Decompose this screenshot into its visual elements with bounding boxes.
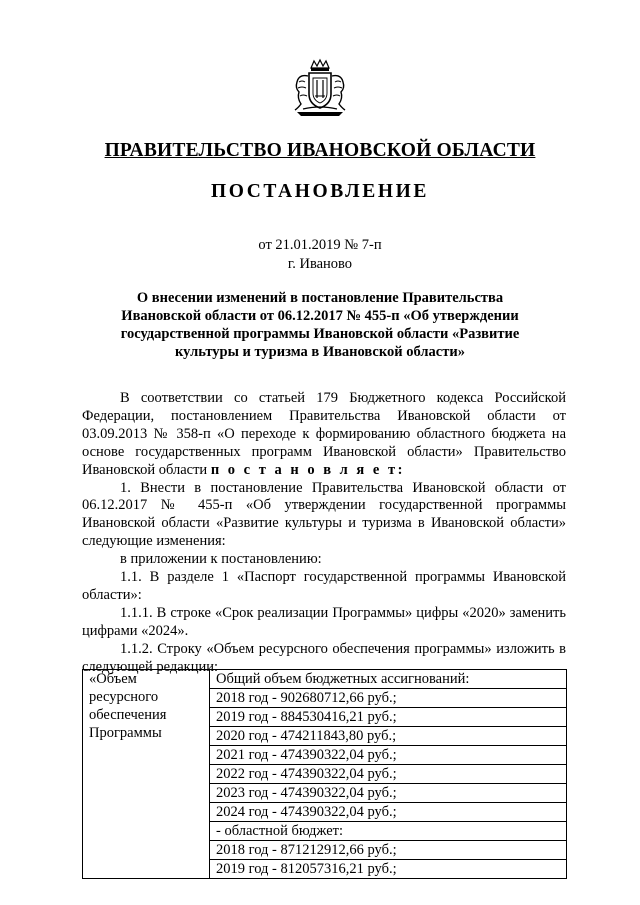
item-1-paragraph: 1. Внести в постановление Правительства Ивановской области от 06.12.2017 № 455-п «Об утверждении государственной программы Ивановской области «Развитие культуры и туризма в Ивановской области» следующие изменения: — [82, 479, 566, 550]
value-line: 2019 год - 812057316,21 руб.; — [216, 861, 397, 877]
decree-body — [82, 390, 566, 677]
item-1-1-paragraph: 1.1. В разделе 1 «Паспорт государственной программы Ивановской области»: — [82, 569, 566, 603]
label-line: Программы — [89, 725, 162, 741]
value-line: - областной бюджет: — [210, 822, 566, 841]
value-line: 2019 год - 884530416,21 руб.; — [210, 708, 566, 727]
item-1-1-1-paragraph: 1.1.1. В строке «Срок реализации Программы» цифры «2020» заменить цифрами «2024». — [82, 604, 566, 639]
decree-date-number: от 21.01.2019 № 7-п — [258, 237, 382, 253]
subject-line: Ивановской области от 06.12.2017 № 455-п «Об утверждении — [121, 308, 519, 324]
value-line: 2020 год - 474211843,80 руб.; — [210, 727, 566, 746]
subject-line: культуры и туризма в Ивановской области» — [175, 344, 465, 360]
table-row — [83, 670, 567, 879]
intro-paragraph — [82, 390, 566, 480]
table-cell-label — [83, 670, 210, 879]
value-line: Общий объем бюджетных ассигнований: — [210, 670, 566, 689]
decree-type-title: ПОСТАНОВЛЕНИЕ — [210, 181, 430, 202]
value-line: 2024 год - 474390322,04 руб.; — [210, 803, 566, 822]
label-line: обеспечения — [89, 707, 167, 723]
decree-subject — [100, 289, 540, 361]
table-cell-values — [210, 670, 567, 879]
value-line: 2023 год - 474390322,04 руб.; — [210, 784, 566, 803]
government-title: ПРАВИТЕЛЬСТВО ИВАНОВСКОЙ ОБЛАСТИ — [104, 140, 536, 161]
item-1-1-2-paragraph: 1.1.2. Строку «Объем ресурсного обеспечения программы» изложить в следующей редакции: — [82, 640, 566, 675]
label-line: «Объем — [89, 671, 137, 687]
value-line: 2021 год - 474390322,04 руб.; — [210, 746, 566, 765]
value-line: 2022 год - 474390322,04 руб.; — [210, 765, 566, 784]
decree-city: г. Иваново — [287, 256, 353, 272]
label-line: ресурсного — [89, 689, 159, 705]
value-line: 2018 год - 902680712,66 руб.; — [210, 689, 566, 708]
intro-text: В соответствии со статьей 179 Бюджетного кодекса Российской Федерации, постановлением Правительства Ивановской области от 03.09.2013 № 358-п «О переходе к формированию областного бюджета на основе государственных программ Ивановской области» Правительство Ивановской области — [82, 390, 566, 478]
appendix-paragraph: в приложении к постановлению: — [120, 551, 322, 568]
subject-line: государственной программы Ивановской области «Развитие — [120, 326, 520, 342]
resource-table — [82, 669, 567, 879]
value-line: 2018 год - 871212912,66 руб.; — [210, 841, 566, 860]
coat-of-arms-icon — [289, 58, 351, 120]
resolves-word: п о с т а н о в л я е т: — [210, 461, 405, 478]
subject-line: О внесении изменений в постановление Правительства — [136, 290, 504, 306]
